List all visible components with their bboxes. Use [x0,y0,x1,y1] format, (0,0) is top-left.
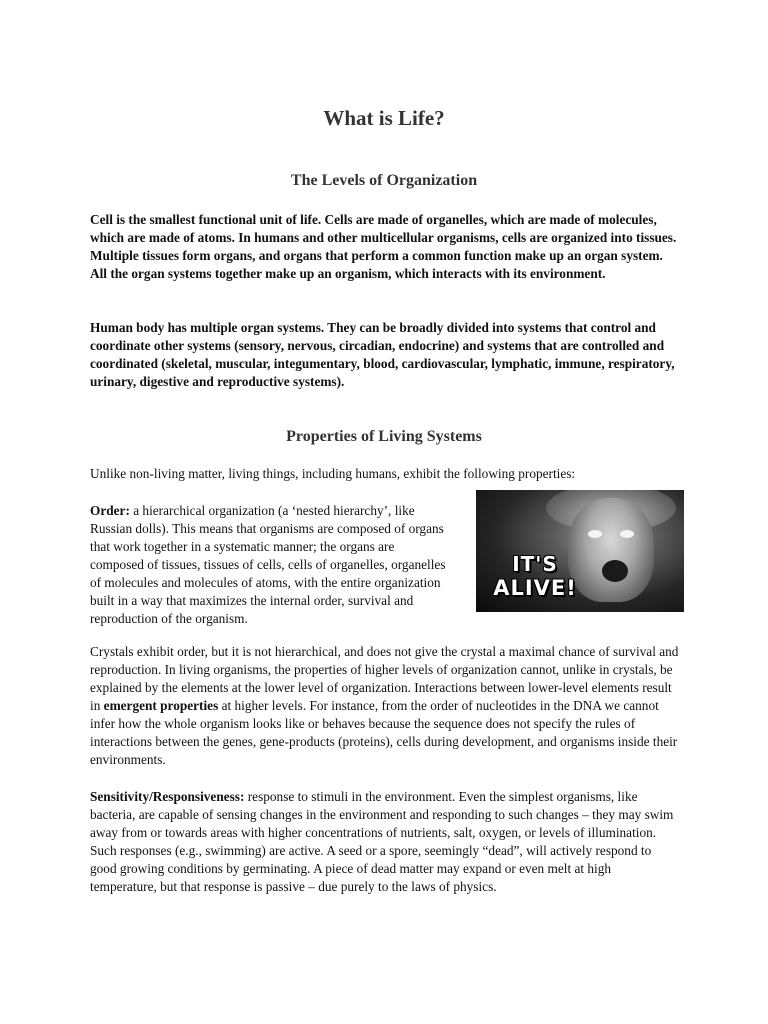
paragraph-crystals [90,643,680,769]
page-title: What is Life? [323,106,445,130]
image-caption-line1: IT'S [512,552,558,576]
order-term: Order: [90,503,130,518]
its-alive-image [476,490,684,612]
crystals-text-a: Crystals exhibit order, but it is not hierarchical, and does not give the crystal a maximal chance of survival and reproduction. In living organisms, the properties of higher levels of organization cannot, unlike in crystals, be explained by the elements at the lower level of organization. Interactions between lower-level elements result in [90,644,679,713]
paragraph-order [90,502,450,628]
paragraph-sensitivity [90,788,680,896]
crystals-text-b: at higher levels. For instance, from the order of nucleotides in the DNA we cannot infer how the whole organism looks like or behaves because the sequence does not specify the rules of interactions between the genes, gene-products (proteins), cells during development, and organisms inside their environments. [90,698,678,767]
sensitivity-text: response to stimuli in the environment. Even the simplest organisms, like bacteria, are capable of sensing changes in the environment and responding to such changes – they may swim away from or towards areas with higher concentrations of nutrients, salt, oxygen, or levels of illumination. Such responses (e.g., swimming) are active. A seed or a spore, seemingly “dead”, will actively respond to good growing conditions by germinating. A piece of dead matter may expand or even melt at high temperature, but that response is passive – due purely to the laws of physics. [90,789,674,894]
emergent-properties-term: emergent properties [103,698,219,713]
paragraph-organ-systems: Human body has multiple organ systems. They can be broadly divided into systems that control and coordinate other systems (sensory, nervous, circadian, endocrine) and systems that are controlled and coordinated (skeletal, muscular, integumentary, blood, cardiovascular, lymphatic, immune, respiratory, urinary, digestive and reproductive systems). [90,320,675,389]
paragraph-properties-intro: Unlike non-living matter, living things, including humans, exhibit the following properties: [90,466,576,481]
order-text: a hierarchical organization (a ‘nested hierarchy’, like Russian dolls). This means that organisms are composed of organs that work together in a systematic manner; the organs are composed of tissues, tissues of cells, cells of organelles, organelles of molecules and molecules of atoms, with the entire organization built in a way that maximizes the internal order, survival and reproduction of the organism. [90,503,446,626]
image-left-eye [588,530,602,538]
section-heading-levels: The Levels of Organization [290,172,478,189]
paragraph-levels-of-organization: Cell is the smallest functional unit of life. Cells are made of organelles, which are made of molecules, which are made of atoms. In humans and other multicellular organisms, cells are organized into tissues. Multiple tissues form organs, and organs that perform a common function make up an organ system. All the organ systems together make up an organism, which interacts with its environment. [90,212,677,281]
image-right-eye [620,530,634,538]
sensitivity-term: Sensitivity/Responsiveness: [90,789,245,804]
image-caption-line2: ALIVE! [493,576,577,600]
image-face [568,498,654,602]
section-heading-properties: Properties of Living Systems [286,428,482,445]
image-mouth [602,560,628,582]
